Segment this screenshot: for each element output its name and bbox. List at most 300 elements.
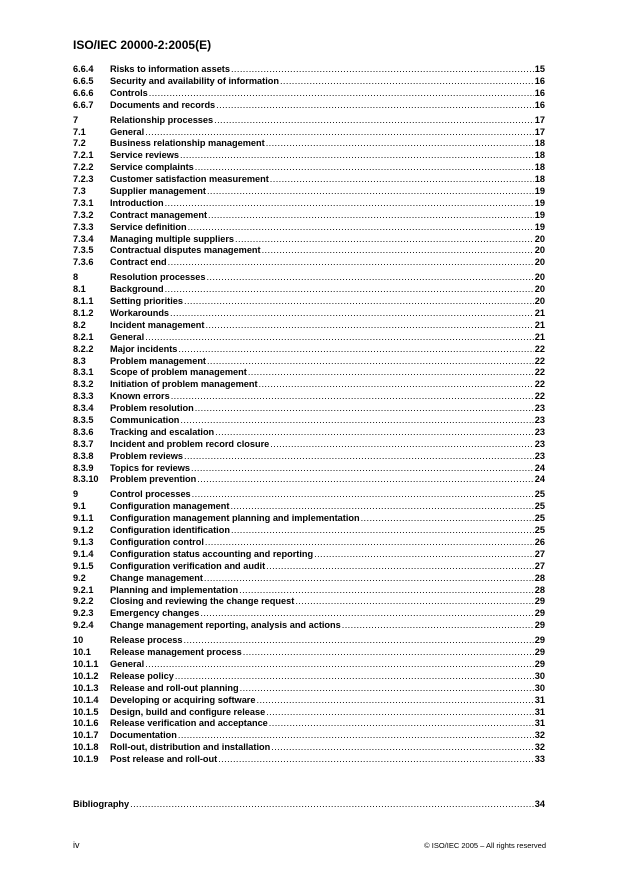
toc-entry-title: Post release and roll-out [110,754,218,765]
toc-entry-number: 7.1 [73,126,86,137]
toc-entry[interactable] [73,415,545,427]
toc-entry[interactable] [73,367,545,379]
toc-entry-title: Developing or acquiring software [110,694,256,705]
toc-entry-number: 8.3.9 [73,462,94,473]
toc-entry-number: 6.6.4 [73,64,94,74]
toc-entry-number: 10.1.4 [73,694,99,705]
toc-entry-title: Contractual disputes management [110,245,261,256]
toc-entry-page: 22 [534,379,545,390]
toc-entry[interactable] [73,451,545,463]
toc-leader-dots [188,222,534,234]
toc-entry-number: 9.2.1 [73,584,94,595]
toc-entry-title: Configuration identification [110,525,230,536]
toc-entry-title: Documentation [110,730,177,741]
toc-leader-dots [207,186,534,198]
toc-entry-page: 29 [534,608,545,619]
toc-leader-dots [195,403,534,415]
toc-leader-dots [130,799,534,811]
toc-leader-dots [271,742,534,754]
toc-entry[interactable] [73,501,545,513]
toc-leader-dots [145,659,534,671]
toc-entry[interactable] [73,150,545,162]
toc-entry-page: 17 [534,126,545,137]
toc-entry[interactable] [73,683,545,695]
toc-leader-dots [239,585,534,597]
toc-entry[interactable] [73,198,545,210]
toc-entry[interactable] [73,245,545,257]
toc-leader-dots [218,754,534,766]
toc-leader-dots [175,671,534,683]
toc-entry[interactable] [73,537,545,549]
toc-entry[interactable] [73,620,545,632]
toc-entry[interactable] [73,257,545,269]
toc-entry-number: 10.1.9 [73,754,99,765]
toc-leader-dots [145,332,534,344]
toc-entry[interactable] [73,707,545,719]
toc-leader-dots [259,379,534,391]
toc-entry-title: Customer satisfaction measurement [110,174,269,185]
toc-entry-page: 34 [534,799,545,809]
toc-entry[interactable] [73,695,545,707]
toc-entry-title: Release policy [110,670,174,681]
toc-entry-title: Change management reporting, analysis and actions [110,620,341,631]
toc-entry-title: Problem resolution [110,403,194,414]
page-number: iv [73,840,80,850]
toc-section-group [73,272,545,486]
toc-leader-dots [180,415,533,427]
toc-leader-dots [165,198,534,210]
toc-entry[interactable] [73,100,545,112]
toc-leader-dots [168,257,534,269]
toc-leader-dots [195,162,534,174]
toc-entry-page: 28 [534,584,545,595]
toc-entry[interactable] [73,561,545,573]
toc-entry[interactable] [73,754,545,766]
toc-entry[interactable] [73,671,545,683]
toc-entry-page: 20 [534,296,545,307]
toc-entry-title: Scope of problem management [110,367,247,378]
toc-entry-title: Release verification and acceptance [110,718,268,729]
toc-entry-page: 22 [534,343,545,354]
toc-entry-title: Release and roll-out planning [110,682,239,693]
toc-entry-page: 25 [534,525,545,536]
toc-leader-dots [270,174,534,186]
toc-entry-number: 7.3.2 [73,209,94,220]
toc-entry-title: Setting priorities [110,296,183,307]
toc-entry[interactable] [73,308,545,320]
toc-entry-title: General [110,331,145,342]
toc-leader-dots [248,367,534,379]
toc-entry[interactable] [73,115,545,127]
toc-leader-dots [231,525,534,537]
toc-leader-dots [266,138,534,150]
toc-entry-page: 24 [534,474,545,485]
toc-entry-page: 15 [534,64,545,74]
toc-entry-title: Incident and problem record closure [110,438,270,449]
toc-leader-dots [170,308,534,320]
toc-entry-number: 7.3.6 [73,257,94,268]
toc-entry-page: 18 [534,150,545,161]
toc-entry[interactable] [73,344,545,356]
toc-entry[interactable] [73,222,545,234]
toc-leader-dots [178,344,533,356]
toc-entry-number: 8.3.8 [73,450,94,461]
toc-entry-number: 10.1 [73,647,91,658]
toc-entry-title: Release management process [110,647,242,658]
toc-entry-title: Risks to information assets [110,64,230,74]
toc-entry-page: 21 [534,319,545,330]
toc-leader-dots [216,100,534,112]
toc-entry-number: 7.2 [73,138,86,149]
toc-leader-dots [266,561,534,573]
toc-entry-number: 8.3.5 [73,415,94,426]
toc-entry-page: 23 [534,403,545,414]
toc-entry[interactable] [73,525,545,537]
toc-entry[interactable] [73,463,545,475]
toc-entry-number: 10.1.5 [73,706,99,717]
toc-leader-dots [171,391,534,403]
toc-entry-page: 23 [534,438,545,449]
toc-leader-dots [191,463,534,475]
toc-entry-title: Problem prevention [110,474,197,485]
toc-entry[interactable] [73,474,545,486]
toc-entry-page: 20 [534,233,545,244]
toc-entry[interactable] [73,296,545,308]
toc-entry-number: 8.3.4 [73,403,94,414]
toc-leader-dots [280,76,534,88]
toc-entry[interactable] [73,88,545,100]
toc-entry[interactable] [73,284,545,296]
toc-entry-page: 17 [534,114,545,125]
toc-entry-number: 7 [73,114,79,125]
toc-leader-dots [149,88,534,100]
toc-entry-number: 10 [73,635,84,646]
toc-entry-page: 16 [534,87,545,98]
toc-entry-title: Problem management [110,355,206,366]
toc-entry[interactable] [73,332,545,344]
toc-entry-page: 19 [534,197,545,208]
toc-bibliography[interactable] [73,799,545,811]
toc-entry-page: 32 [534,730,545,741]
toc-entry-number: 8.3.3 [73,391,94,402]
toc-entry-page: 16 [534,99,545,110]
toc-entry-page: 30 [534,670,545,681]
toc-entry-title: Release process [110,635,183,646]
toc-entry-number: 9.1.3 [73,537,94,548]
toc-leader-dots [207,356,534,368]
toc-entry-number: 8.3.7 [73,438,94,449]
toc-entry-title: Resolution processes [110,272,206,283]
toc-entry[interactable] [73,186,545,198]
toc-entry-page: 22 [534,367,545,378]
toc-entry-title: Service complaints [110,162,194,173]
toc-entry-page: 30 [534,682,545,693]
toc-entry[interactable] [73,799,545,811]
toc-leader-dots [206,272,533,284]
toc-entry-number: 9.2.4 [73,620,94,631]
toc-section-group [73,635,545,766]
toc-entry-title: Supplier management [110,186,206,196]
toc-entry-page: 25 [534,501,545,512]
toc-entry-page: 24 [534,462,545,473]
toc-entry[interactable] [73,162,545,174]
toc-entry-page: 20 [534,272,545,283]
toc-entry-number: 7.3.4 [73,233,94,244]
toc-entry-page: 32 [534,742,545,753]
toc-entry[interactable] [73,427,545,439]
toc-entry-number: 9.1.2 [73,525,94,536]
toc-entry-number: 10.1.1 [73,659,99,670]
toc-entry-number: 9.2 [73,572,86,583]
toc-entry-page: 29 [534,620,545,631]
toc-entry-number: 8.2 [73,319,86,330]
toc-section-group [73,64,545,112]
toc-entry-title: Contract end [110,257,167,268]
toc-entry-title: Topics for reviews [110,462,190,473]
toc-leader-dots [178,730,534,742]
toc-entry-page: 19 [534,221,545,232]
toc-entry-title: Workarounds [110,308,170,318]
toc-entry-page: 21 [534,308,545,318]
toc-entry[interactable] [73,608,545,620]
toc-leader-dots [145,127,534,139]
toc-entry-title: Configuration control [110,537,204,548]
toc-entry-number: 9.1 [73,501,86,512]
toc-entry[interactable] [73,76,545,88]
toc-entry-title: Managing multiple suppliers [110,233,235,244]
toc-leader-dots [266,707,534,719]
toc-entry-number: 7.3 [73,186,86,196]
toc-entry-title: Configuration status accounting and reporting [110,548,314,559]
toc-entry-title: Business relationship management [110,138,265,149]
toc-entry-number: 8.1.1 [73,296,94,307]
toc-entry-title: Relationship processes [110,114,214,125]
toc-entry-title: Contract management [110,209,207,220]
toc-entry-page: 23 [534,426,545,437]
toc-entry-number: 7.3.3 [73,221,94,232]
toc-entry-title: Change management [110,572,203,583]
toc-entry-number: 7.2.2 [73,162,94,173]
toc-entry-page: 31 [534,694,545,705]
toc-entry-title: Documents and records [110,99,216,110]
toc-entry-page: 31 [534,706,545,717]
toc-leader-dots [361,513,534,525]
toc-entry[interactable] [73,596,545,608]
toc-entry[interactable] [73,138,545,150]
toc-entry-title: Configuration management [110,501,230,512]
toc-entry-number: 8.3.2 [73,379,94,390]
toc-entry-number: 8.3.10 [73,474,99,485]
toc-entry-title: Initiation of problem management [110,379,258,390]
toc-entry-title: Incident management [110,319,205,330]
toc-leader-dots [180,150,534,162]
toc-entry-title: Major incidents [110,343,178,354]
toc-leader-dots [243,647,534,659]
toc-entry[interactable] [73,379,545,391]
toc-entry-page: 20 [534,257,545,268]
toc-leader-dots [197,474,533,486]
toc-entry-page: 23 [534,415,545,426]
toc-entry-page: 31 [534,718,545,729]
toc-entry-number: 10.1.7 [73,730,99,741]
toc-entry-number: 10.1.8 [73,742,99,753]
toc-leader-dots [262,245,534,257]
toc-entry-page: 27 [534,560,545,571]
document-header: ISO/IEC 20000-2:2005(E) [73,38,212,52]
toc-entry-title: Security and availability of information [110,75,279,86]
toc-leader-dots [230,501,533,513]
toc-entry-page: 19 [534,209,545,220]
toc-entry[interactable] [73,439,545,451]
toc-entry[interactable] [73,718,545,730]
toc-entry-page: 18 [534,138,545,149]
toc-section-group [73,115,545,270]
toc-entry-title: Introduction [110,197,164,208]
toc-leader-dots [269,718,534,730]
toc-entry-title: Known errors [110,391,170,402]
toc-leader-dots [184,635,534,647]
toc-entry-number: 9.1.5 [73,560,94,571]
toc-entry-page: 22 [534,355,545,366]
toc-entry-title: Bibliography [73,799,130,809]
toc-leader-dots [165,284,534,296]
toc-entry[interactable] [73,549,545,561]
toc-entry[interactable] [73,659,545,671]
toc-entry[interactable] [73,64,545,76]
toc-entry-page: 18 [534,174,545,185]
toc-entry-title: Configuration verification and audit [110,560,266,571]
toc-entry-number: 7.3.1 [73,197,94,208]
toc-entry[interactable] [73,320,545,332]
toc-entry-page: 29 [534,647,545,658]
toc-leader-dots [204,573,534,585]
toc-entry-page: 25 [534,489,545,500]
toc-entry-title: Service definition [110,221,187,232]
toc-entry-title: Controls [110,87,148,98]
toc-entry-page: 28 [534,572,545,583]
toc-entry-number: 8.3.6 [73,426,94,437]
toc-entry-title: Background [110,284,164,295]
toc-leader-dots [205,537,534,549]
toc-entry[interactable] [73,635,545,647]
toc-entry-number: 9.2.2 [73,596,94,607]
toc-entry-page: 16 [534,75,545,86]
toc-entry[interactable] [73,210,545,222]
toc-leader-dots [208,210,534,222]
toc-entry[interactable] [73,127,545,139]
toc-entry-page: 22 [534,391,545,402]
toc-entry-title: Closing and reviewing the change request [110,596,295,607]
toc-entry-number: 10.1.6 [73,718,99,729]
toc-leader-dots [295,596,533,608]
toc-entry-number: 8.1 [73,284,86,295]
toc-entry-number: 8.2.2 [73,343,94,354]
toc-entry-page: 18 [534,162,545,173]
toc-leader-dots [235,234,534,246]
toc-entry-title: Communication [110,415,180,426]
toc-entry-title: Tracking and escalation [110,426,215,437]
toc-entry[interactable] [73,647,545,659]
toc-entry[interactable] [73,742,545,754]
toc-entry-title: Configuration management planning and implementation [110,513,360,524]
toc-entry-page: 33 [534,754,545,765]
toc-leader-dots [205,320,533,332]
toc-entry-title: Design, build and configure release [110,706,266,717]
toc-leader-dots [192,489,534,501]
toc-entry-number: 8 [73,272,79,283]
toc-entry-number: 9.2.3 [73,608,94,619]
toc-entry-number: 7.2.1 [73,150,94,161]
toc-entry-number: 7.3.5 [73,245,94,256]
toc-entry-page: 21 [534,331,545,342]
toc-leader-dots [314,549,534,561]
toc-entry-title: General [110,126,145,137]
toc-entry-number: 10.1.3 [73,682,99,693]
toc-entry-title: Problem reviews [110,450,184,461]
toc-leader-dots [200,608,533,620]
toc-entry-number: 6.6.6 [73,87,94,98]
toc-entry-page: 19 [534,186,545,196]
toc-entry-title: Emergency changes [110,608,200,619]
toc-entry-number: 7.2.3 [73,174,94,185]
toc-leader-dots [257,695,534,707]
toc-leader-dots [215,427,534,439]
toc-entry[interactable] [73,403,545,415]
toc-entry[interactable] [73,356,545,368]
toc-entry[interactable] [73,513,545,525]
toc-entry-number: 9.1.4 [73,548,94,559]
toc-entry-number: 9 [73,489,79,500]
toc-entry[interactable] [73,489,545,501]
toc-leader-dots [270,439,533,451]
toc-entry-page: 20 [534,245,545,256]
toc-entry-page: 29 [534,596,545,607]
toc-entry[interactable] [73,234,545,246]
toc-section-group [73,489,545,632]
toc-entry-page: 29 [534,635,545,646]
toc-entry[interactable] [73,391,545,403]
toc-entry-page: 27 [534,548,545,559]
toc-entry-title: Control processes [110,489,191,500]
toc-entry-title: Roll-out, distribution and installation [110,742,271,753]
toc-entry-number: 9.1.1 [73,513,94,524]
toc-entry-page: 20 [534,284,545,295]
toc-entry-number: 8.2.1 [73,331,94,342]
copyright-notice: © ISO/IEC 2005 – All rights reserved [424,841,546,850]
toc-entry[interactable] [73,174,545,186]
toc-leader-dots [240,683,534,695]
toc-entry-number: 6.6.7 [73,99,94,110]
toc-entry[interactable] [73,272,545,284]
toc-leader-dots [214,115,534,127]
toc-entry-number: 8.1.2 [73,308,94,318]
toc-entry-title: Service reviews [110,150,179,161]
toc-entry-page: 23 [534,450,545,461]
toc-entry-number: 8.3.1 [73,367,94,378]
toc-entry-page: 25 [534,513,545,524]
toc-entry-title: Planning and implementation [110,584,239,595]
toc-entry-page: 29 [534,659,545,670]
toc-entry-page: 26 [534,537,545,548]
toc-leader-dots [184,451,534,463]
toc-entry[interactable] [73,730,545,742]
toc-leader-dots [342,620,534,632]
toc-entry[interactable] [73,585,545,597]
toc-entry[interactable] [73,573,545,585]
toc-entry-title: General [110,659,145,670]
toc-entry-number: 8.3 [73,355,86,366]
toc-entry-number: 6.6.5 [73,75,94,86]
